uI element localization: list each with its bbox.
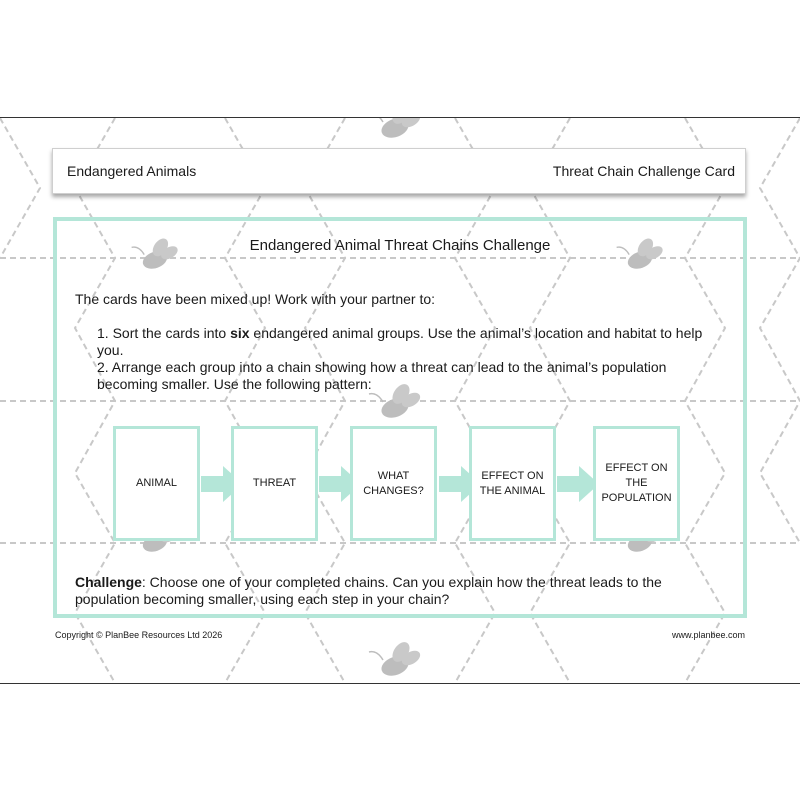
challenge-text bbox=[75, 574, 725, 608]
worksheet-page bbox=[0, 117, 800, 684]
step-1-text-end: endangered animal groups. Use the animal’s location and habitat to help you. bbox=[97, 325, 703, 358]
flow-box-threat bbox=[231, 426, 318, 541]
step-1 bbox=[97, 325, 727, 359]
flow-box-line: THE ANIMAL bbox=[479, 484, 546, 497]
flow-box-label bbox=[136, 476, 177, 491]
flow-box-line: CHANGES? bbox=[363, 484, 424, 497]
step-1-emphasis: six bbox=[230, 325, 250, 341]
flow-box-what-changes bbox=[350, 426, 437, 541]
card-title: Endangered Animal Threat Chains Challenge bbox=[249, 237, 551, 254]
flow-box-label bbox=[601, 461, 671, 506]
challenge-label: Challenge bbox=[75, 574, 142, 590]
flow-box-line: WHAT bbox=[377, 469, 410, 482]
header-subject: Endangered Animals bbox=[67, 163, 197, 179]
step-1-text-start: 1. Sort the cards into bbox=[97, 325, 231, 341]
header-card-type: Threat Chain Challenge Card bbox=[552, 163, 735, 179]
card-intro: The cards have been mixed up! Work with your partner to: bbox=[75, 291, 436, 307]
flow-box-animal bbox=[113, 426, 200, 541]
flow-box-label bbox=[363, 469, 424, 499]
flow-box-label bbox=[480, 469, 545, 499]
flow-box-line: THE bbox=[625, 477, 648, 489]
flow-box-line: ANIMAL bbox=[136, 477, 177, 489]
step-2: 2. Arrange each group into a chain showing how a threat can lead to the animal’s population becoming smaller. Use the following pattern: bbox=[97, 359, 667, 392]
header-bar bbox=[52, 148, 746, 194]
flow-box-line: EFFECT ON bbox=[481, 469, 544, 482]
flow-box-label bbox=[253, 476, 296, 491]
challenge-card bbox=[53, 217, 747, 618]
flow-box-line: POPULATION bbox=[601, 492, 672, 504]
website-link[interactable]: www.planbee.com bbox=[671, 630, 745, 640]
instruction-steps bbox=[97, 325, 727, 393]
flow-box-effect-population bbox=[593, 426, 680, 541]
flow-box-line: THREAT bbox=[252, 477, 297, 489]
flow-box-effect-animal bbox=[469, 426, 556, 541]
flow-box-line: EFFECT ON bbox=[605, 462, 668, 474]
challenge-body: : Choose one of your completed chains. Can you explain how the threat leads to the population becoming smaller, using each step in your chain? bbox=[75, 574, 662, 607]
copyright-footer: Copyright © PlanBee Resources Ltd 2026 bbox=[55, 630, 223, 640]
